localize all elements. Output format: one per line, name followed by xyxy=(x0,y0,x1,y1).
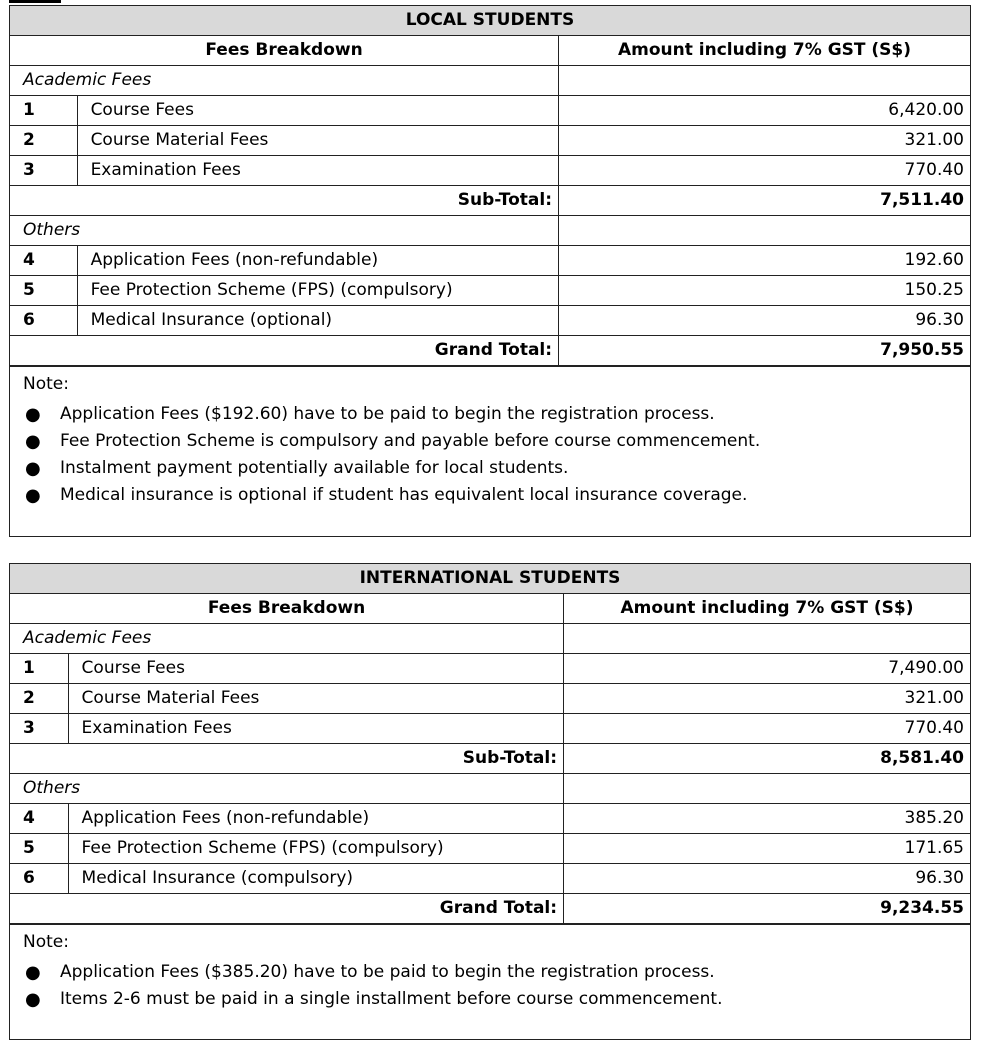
category-others: Others xyxy=(10,216,559,246)
item-number: 6 xyxy=(10,864,68,894)
table-row xyxy=(10,126,970,156)
category-academic-fees: Academic Fees xyxy=(10,66,559,96)
item-label: Medical Insurance (compulsory) xyxy=(68,864,564,894)
note-text: Medical insurance is optional if student has equivalent local insurance coverage. xyxy=(60,485,748,505)
column-header-breakdown: Fees Breakdown xyxy=(10,594,564,624)
item-label: Course Material Fees xyxy=(68,684,564,714)
local-students-section xyxy=(9,5,971,537)
bullet-icon: ● xyxy=(25,458,41,479)
item-amount: 96.30 xyxy=(559,306,970,336)
grand-total-label: Grand Total: xyxy=(10,894,564,924)
table-row xyxy=(10,654,970,684)
top-rule xyxy=(9,0,61,3)
item-number: 3 xyxy=(10,156,77,186)
item-number: 3 xyxy=(10,714,68,744)
grand-total-amount: 9,234.55 xyxy=(564,894,970,924)
list-item xyxy=(23,986,958,1013)
item-label: Medical Insurance (optional) xyxy=(77,306,558,336)
note-text: Instalment payment potentially available for local students. xyxy=(60,458,569,478)
international-fees-table xyxy=(10,564,970,924)
item-label: Application Fees (non-refundable) xyxy=(77,246,558,276)
item-label: Course Fees xyxy=(77,96,558,126)
item-amount: 6,420.00 xyxy=(559,96,970,126)
item-number: 5 xyxy=(10,276,77,306)
table-row xyxy=(10,714,970,744)
table-row xyxy=(10,246,970,276)
note-text: Fee Protection Scheme is compulsory and payable before course commencement. xyxy=(60,431,761,451)
bullet-icon: ● xyxy=(25,404,41,425)
notes-list xyxy=(23,401,958,509)
bullet-icon: ● xyxy=(25,989,41,1010)
item-label: Examination Fees xyxy=(68,714,564,744)
bullet-icon: ● xyxy=(25,431,41,452)
table-row xyxy=(10,156,970,186)
note-text: Application Fees ($385.20) have to be paid to begin the registration process. xyxy=(60,962,715,982)
item-number: 4 xyxy=(10,246,77,276)
item-label: Course Material Fees xyxy=(77,126,558,156)
notes-list xyxy=(23,959,958,1013)
column-header-amount: Amount including 7% GST (S$) xyxy=(564,594,970,624)
grand-total-label: Grand Total: xyxy=(10,336,559,366)
category-others: Others xyxy=(10,774,564,804)
list-item xyxy=(23,401,958,428)
section-title: INTERNATIONAL STUDENTS xyxy=(10,564,970,594)
list-item xyxy=(23,428,958,455)
column-header-breakdown: Fees Breakdown xyxy=(10,36,559,66)
item-number: 5 xyxy=(10,834,68,864)
international-students-section xyxy=(9,563,971,1040)
list-item xyxy=(23,455,958,482)
item-number: 2 xyxy=(10,684,68,714)
item-label: Examination Fees xyxy=(77,156,558,186)
item-amount: 96.30 xyxy=(564,864,970,894)
item-amount: 770.40 xyxy=(559,156,970,186)
list-item xyxy=(23,959,958,986)
bullet-icon: ● xyxy=(25,485,41,506)
item-amount: 150.25 xyxy=(559,276,970,306)
list-item xyxy=(23,482,958,509)
note-title: Note: xyxy=(23,374,69,394)
item-number: 4 xyxy=(10,804,68,834)
item-amount: 7,490.00 xyxy=(564,654,970,684)
subtotal-label: Sub-Total: xyxy=(10,744,564,774)
item-label: Application Fees (non-refundable) xyxy=(68,804,564,834)
subtotal-amount: 7,511.40 xyxy=(559,186,970,216)
item-number: 1 xyxy=(10,654,68,684)
item-number: 2 xyxy=(10,126,77,156)
notes-section xyxy=(10,366,970,536)
local-fees-table xyxy=(10,6,970,366)
table-row xyxy=(10,306,970,336)
category-academic-fees: Academic Fees xyxy=(10,624,564,654)
item-label: Course Fees xyxy=(68,654,564,684)
note-text: Application Fees ($192.60) have to be paid to begin the registration process. xyxy=(60,404,715,424)
item-label: Fee Protection Scheme (FPS) (compulsory) xyxy=(68,834,564,864)
table-row xyxy=(10,804,970,834)
item-number: 1 xyxy=(10,96,77,126)
subtotal-amount: 8,581.40 xyxy=(564,744,970,774)
item-number: 6 xyxy=(10,306,77,336)
item-amount: 770.40 xyxy=(564,714,970,744)
item-amount: 321.00 xyxy=(559,126,970,156)
item-amount: 385.20 xyxy=(564,804,970,834)
table-row xyxy=(10,834,970,864)
table-row xyxy=(10,96,970,126)
note-title: Note: xyxy=(23,932,69,952)
table-row xyxy=(10,276,970,306)
note-text: Items 2-6 must be paid in a single installment before course commencement. xyxy=(60,989,723,1009)
bullet-icon: ● xyxy=(25,962,41,983)
notes-section xyxy=(10,924,970,1039)
subtotal-label: Sub-Total: xyxy=(10,186,559,216)
item-label: Fee Protection Scheme (FPS) (compulsory) xyxy=(77,276,558,306)
table-row xyxy=(10,864,970,894)
column-header-amount: Amount including 7% GST (S$) xyxy=(559,36,970,66)
item-amount: 192.60 xyxy=(559,246,970,276)
table-row xyxy=(10,684,970,714)
item-amount: 171.65 xyxy=(564,834,970,864)
section-title: LOCAL STUDENTS xyxy=(10,6,970,36)
item-amount: 321.00 xyxy=(564,684,970,714)
grand-total-amount: 7,950.55 xyxy=(559,336,970,366)
